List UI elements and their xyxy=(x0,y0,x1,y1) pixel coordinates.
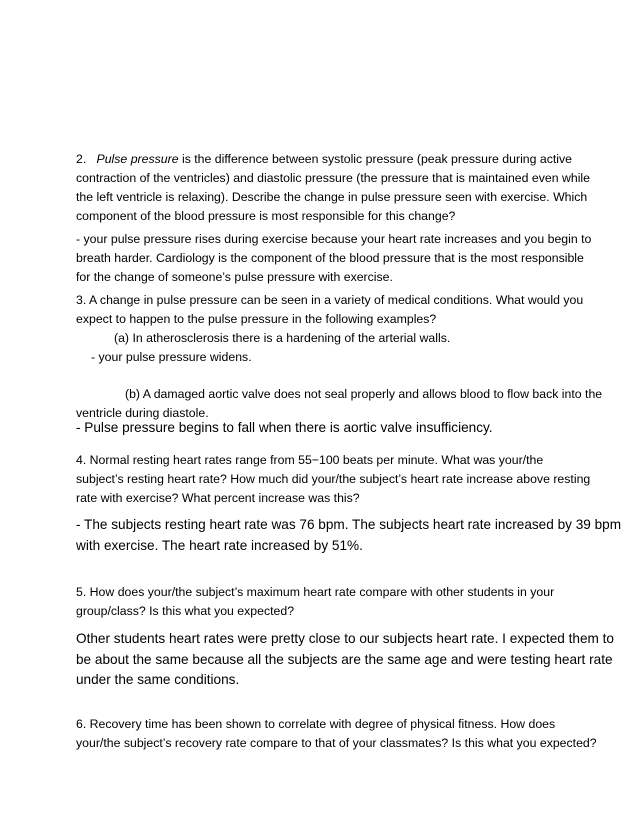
question-2-line-1-rest: is the difference between systolic pressure (peak pressure during active xyxy=(178,152,573,166)
question-3-part-b-line-2: ventricle during diastole. xyxy=(76,406,209,420)
answer-5-line-1: Other students heart rates were pretty close to our subjects heart rate. I expected them to xyxy=(76,631,614,646)
answer-2-line-2: breath harder. Cardiology is the component of the blood pressure that is the most responsible xyxy=(76,251,584,265)
answer-2-line-1: - your pulse pressure rises during exercise because your heart rate increases and you begin to xyxy=(76,232,592,246)
answer-5-line-3: under the same conditions. xyxy=(76,672,240,687)
question-3-part-b-line-1: (b) A damaged aortic valve does not seal properly and allows blood to flow back into the xyxy=(125,387,603,401)
answer-4-line-1: - The subjects resting heart rate was 76 bpm. The subjects heart rate increased by 39 bpm xyxy=(76,517,622,532)
question-2-line-2: contraction of the ventricles) and diastolic pressure (the pressure that is maintained even while xyxy=(76,171,591,185)
answer-5 xyxy=(76,629,614,691)
question-2-line-4: component of the blood pressure is most responsible for this change? xyxy=(76,209,456,223)
question-4-line-2: subject’s resting heart rate? How much did your/the subject’s heart rate increase above resting xyxy=(76,472,591,486)
question-5-line-2: group/class? Is this what you expected? xyxy=(76,604,295,618)
question-2-line-3: the left ventricle is relaxing). Describe the change in pulse pressure seen with exercise. Which xyxy=(76,190,588,204)
answer-2-line-3: for the change of someone’s pulse pressure with exercise. xyxy=(76,270,393,284)
pulse-pressure-term: Pulse pressure xyxy=(96,152,179,166)
question-3-line-1: 3. A change in pulse pressure can be seen in a variety of medical conditions. What would you xyxy=(76,293,584,307)
question-2-number: 2. xyxy=(76,152,87,166)
answer-2 xyxy=(76,230,592,287)
question-2-line-1 xyxy=(76,150,573,169)
question-4-line-3: rate with exercise? What percent increase was this? xyxy=(76,491,360,505)
question-6-line-1: 6. Recovery time has been shown to correlate with degree of physical fitness. How does xyxy=(76,717,556,731)
question-4-line-1: 4. Normal resting heart rates range from 55−100 beats per minute. What was your/the xyxy=(76,453,544,467)
answer-3a: - your pulse pressure widens. xyxy=(91,350,252,364)
question-4 xyxy=(76,451,591,508)
question-3 xyxy=(76,291,584,367)
answer-3b-line: - Pulse pressure begins to fall when there is aortic valve insufficiency. xyxy=(76,420,493,435)
answer-4 xyxy=(76,515,622,556)
question-5-line-1: 5. How does your/the subject’s maximum heart rate compare with other students in your xyxy=(76,585,555,599)
answer-3b xyxy=(76,418,566,439)
question-5 xyxy=(76,583,566,621)
question-3-line-2: expect to happen to the pulse pressure in the following examples? xyxy=(76,312,437,326)
answer-4-line-2: with exercise. The heart rate increased by 51%. xyxy=(76,537,363,553)
question-6 xyxy=(76,715,597,753)
question-6-line-2: your/the subject’s recovery rate compare to that of your classmates? Is this what you expected? xyxy=(76,736,597,750)
question-3-part-a: (a) In atherosclerosis there is a hardening of the arterial walls. xyxy=(114,331,451,345)
question-2 xyxy=(76,150,591,226)
answer-5-line-2: be about the same because all the subjects are the same age and were testing heart rate xyxy=(76,651,613,667)
